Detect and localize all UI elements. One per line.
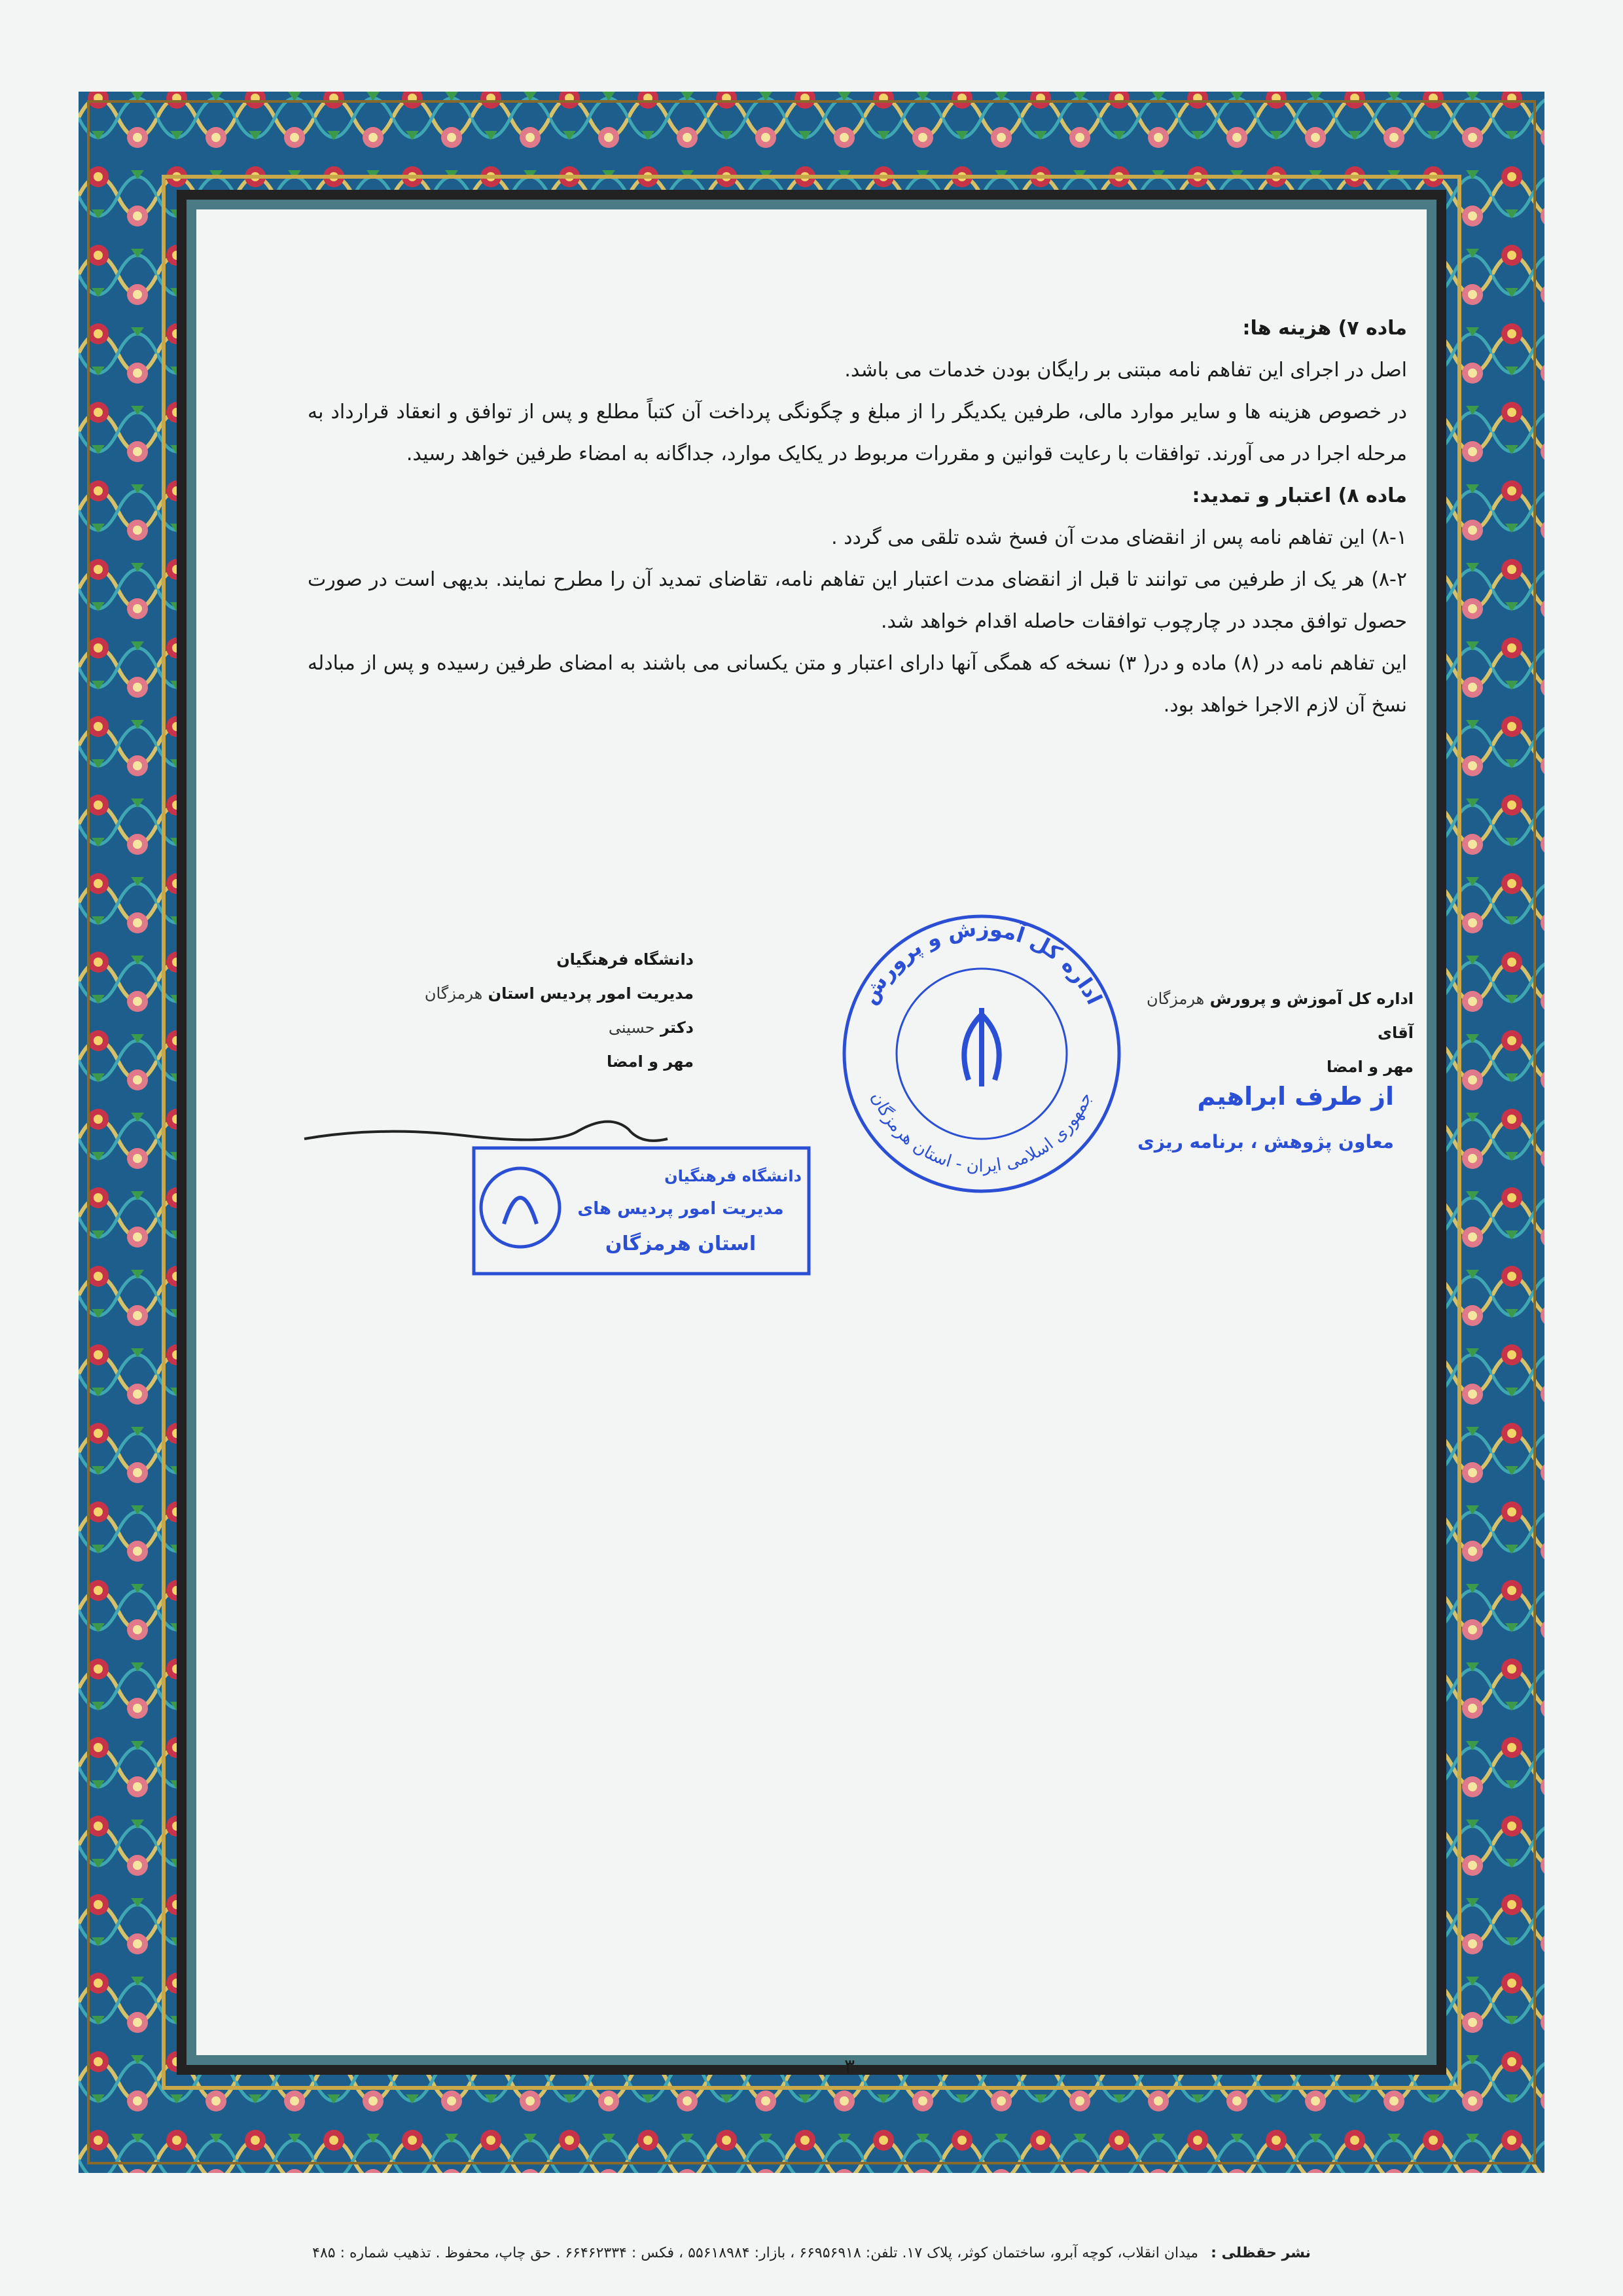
- left-signature-block: [366, 942, 694, 1079]
- right-name: آقای: [1378, 1024, 1414, 1042]
- right-handwritten-province: هرمزگان: [1146, 990, 1205, 1008]
- right-signature-block: [1113, 982, 1414, 1084]
- article-8-clause-1: ۸-۱) این تفاهم نامه پس از انقضای مدت آن فسخ شده تلقی می گردد .: [831, 526, 1407, 549]
- left-dept: مدیریت امور پردیس استان هرمزگان: [424, 984, 694, 1003]
- svg-text:اداره کل آموزش و پرورش: [857, 916, 1107, 1008]
- svg-text:جمهوری اسلامی ایران - استان هر: [867, 1089, 1096, 1176]
- left-org: دانشگاه فرهنگیان: [556, 950, 694, 969]
- footer-publisher: نشر حقظلی :: [1211, 2245, 1311, 2261]
- left-stamp: [471, 1145, 812, 1276]
- left-stamp-line3: استان هرمزگان: [605, 1232, 757, 1255]
- round-stamp-bottom: جمهوری اسلامی ایران - استان هرمزگان: [866, 1089, 1096, 1177]
- footer: [0, 2245, 1623, 2284]
- left-stamp-line1: دانشگاه فرهنگیان: [664, 1167, 802, 1185]
- right-handwritten-stamp: [1113, 1073, 1394, 1165]
- stamp-logo: [481, 1168, 560, 1247]
- round-stamp: [838, 910, 1126, 1198]
- right-org: اداره کل آموزش و پرورش هرمزگان: [1146, 990, 1414, 1008]
- left-handwritten-name: حسینی: [608, 1018, 655, 1037]
- document-body: [308, 308, 1407, 726]
- footer-details: میدان انقلاب، کوچه آبرو، ساختمان کوثر، پلاک ۱۷. تلفن: ۶۶۹۵۶۹۱۸ ، بازار: ۵۵۶۱۸۹۸۴ ، فکس : ۶۶۴۶۲۳۳۴ . حق چاپ، محفوظ . تذهیب شماره : ۴۸۵: [312, 2245, 1199, 2261]
- page-number: ۳: [844, 2055, 855, 2078]
- article-8-clause-2: ۸-۲) هر یک از طرفین می توانند تا قبل از انقضای مدت اعتبار این تفاهم نامه، تقاضای تمدید آن را مطرح نمایند. بدیهی است در صورت حصول توافق مجدد در چارچوب توافقات حاصله اقدام خواهد شد.: [308, 568, 1407, 633]
- closing-paragraph: این تفاهم نامه در (۸) ماده و در( ۳) نسخه که همگی آنها دارای اعتبار و متن یکسانی می باشند به امضای طرفین رسیده و پس از مبادله نسخ آن لازم الاجرا خواهد بود.: [308, 652, 1407, 717]
- article-7-heading: ماده ۷) هزینه ها:: [1242, 317, 1407, 340]
- right-seal-label: مهر و امضا: [1326, 1058, 1414, 1076]
- right-stamp-line1: از طرف ابراهیم: [1197, 1082, 1394, 1111]
- emblem-icon: [964, 1008, 999, 1086]
- article-7-paragraph-1: اصل در اجرای این تفاهم نامه مبتنی بر رایگان بودن خدمات می باشد.: [844, 359, 1407, 382]
- article-7-paragraph-2: در خصوص هزینه ها و سایر موارد مالی، طرفین یکدیگر را از مبلغ و چگونگی پرداخت آن کتباً مطلع و پس از توافق و انعقاد قرارداد به مرحله اجرا در می آورند. توافقات با رعایت قوانین و مقررات مربوط در یکایک موارد، جداگانه به امضاء طرفین خواهد رسید.: [308, 401, 1407, 465]
- left-name: دکتر حسینی: [608, 1018, 694, 1037]
- article-8-heading: ماده ۸) اعتبار و تمدید:: [1192, 484, 1407, 507]
- right-stamp-line2: معاون پژوهش ، برنامه ریزی: [1137, 1131, 1394, 1153]
- left-stamp-line2: مدیریت امور پردیس های: [577, 1199, 784, 1219]
- round-stamp-top: اداره کل آموزش و پرورش: [856, 916, 1107, 1009]
- left-seal-label: مهر و امضا: [606, 1052, 694, 1071]
- left-handwritten-province: هرمزگان: [424, 984, 483, 1003]
